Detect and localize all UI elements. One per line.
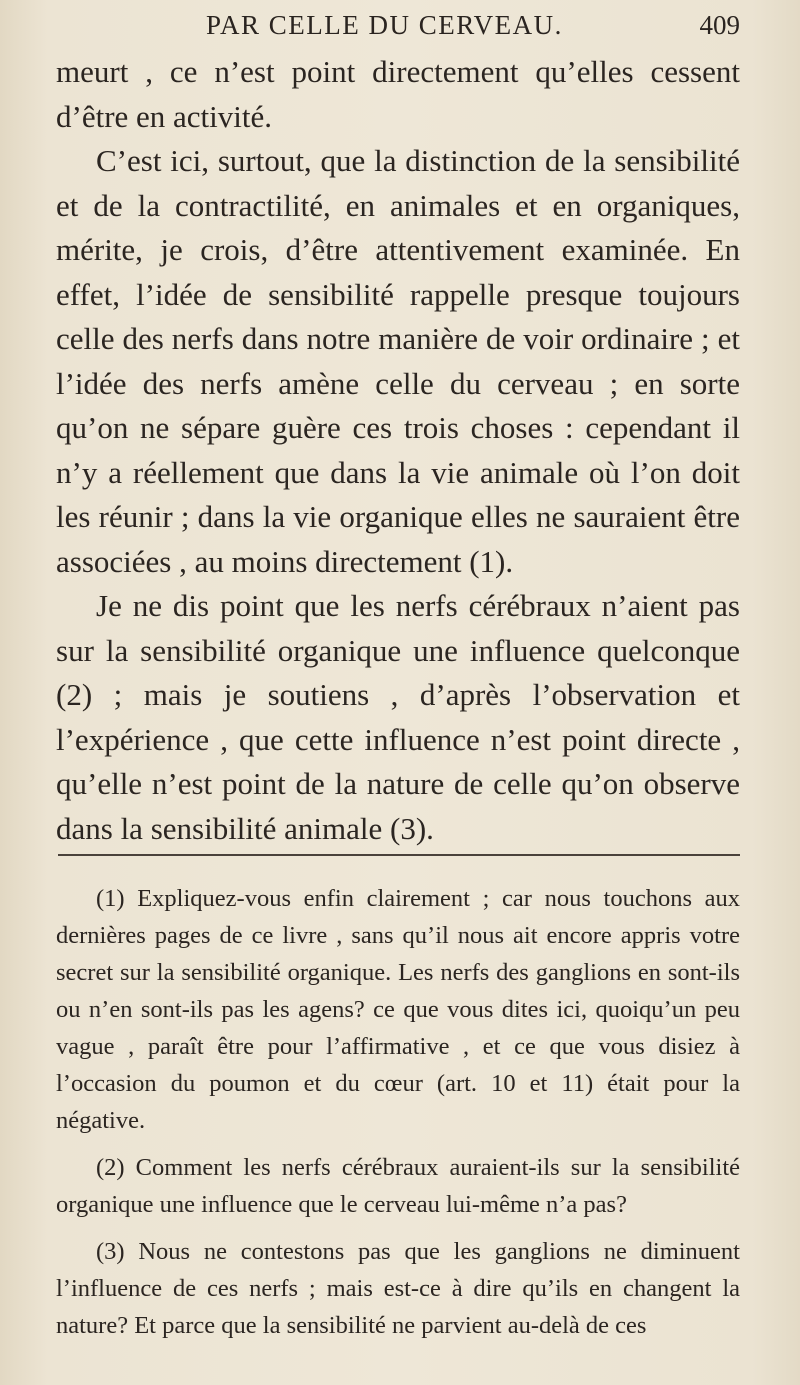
paragraph: Je ne dis point que les nerfs cérébraux n’aient pas sur la sensibilité organique une influence quelconque (2) ; mais je soutiens , d’après l’observation et l’expérience , que cette influence n’est point directe , qu’elle n’est point de la nature de celle qu’on observe dans la sensibilité animale (3). xyxy=(56,588,740,846)
running-head: PAR CELLE DU CERVEAU. xyxy=(206,10,563,40)
footnote-separator xyxy=(58,854,740,856)
page-number: 409 xyxy=(699,10,740,40)
footnote-1: (1) Expliquez-vous enfin clairement ; car nous touchons aux dernières pages de ce livre , sans qu’il nous ait encore appris votre secret sur la sensibilité organique. Les nerfs des ganglions en sont-ils ou n’en sont-ils pas les agens? ce que vous dites ici, quoiqu’un peu vague , paraît être pour l’affirmative , et ce que vous disiez à l’occasion du poumon et du cœur (art. 10 et 11) était pour la négative. xyxy=(56,885,740,1134)
page-header xyxy=(60,8,740,48)
footnote-3: (3) Nous ne contestons pas que les ganglions ne diminuent l’influence de ces nerfs ; mais est-ce à dire qu’ils en changent la nature? Et parce que la sensibilité ne parvient au-delà de ces xyxy=(56,1238,740,1339)
paragraph-continuation: meurt , ce n’est point directement qu’elles cessent d’être en activité. xyxy=(56,54,740,134)
main-text xyxy=(56,50,740,851)
footnotes xyxy=(56,880,740,1354)
paragraph: C’est ici, surtout, que la distinction de la sensibilité et de la contractilité, en animales et en organiques, mérite, je crois, d’être attentivement examinée. En effet, l’idée de sensibilité rappelle presque toujours celle des nerfs dans notre manière de voir ordinaire ; et l’idée des nerfs amène celle du cerveau ; en sorte qu’on ne sépare guère ces trois choses : cependant il n’y a réellement que dans la vie animale où l’on doit les réunir ; dans la vie organique elles ne sauraient être associées , au moins directement (1). xyxy=(56,143,740,579)
footnote-2: (2) Comment les nerfs cérébraux auraient-ils sur la sensibilité organique une influence que le cerveau lui-même n’a pas? xyxy=(56,1154,740,1218)
